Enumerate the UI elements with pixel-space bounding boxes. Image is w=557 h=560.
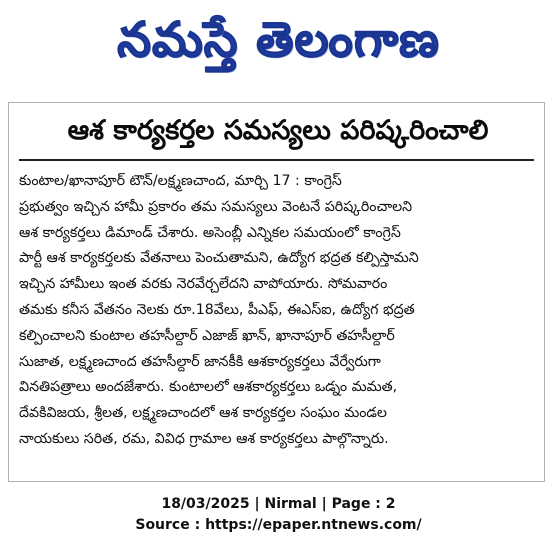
article-line: ఆశ కార్యకర్తలు డిమాండ్ చేశారు. అసెంబ్లీ ఎన్నికల సమయంలో కాంగ్రెస్ [19,224,401,241]
clipping-footer [0,494,557,536]
article-line: నాయకులు సరిత, రమ, వివిధ గ్రామాల ఆశ కార్యకర్తలు పాల్గొన్నారు. [19,430,389,447]
article-line: సుజాత, లక్ష్మణచాంద తహసీల్దార్ జానకీకి ఆశకార్యకర్తలు వేర్వేరుగా [19,353,381,370]
article-line: తమకు కనీస వేతనం నెలకు రూ.18వేలు, పీఎఫ్, ఈఎస్ఐ, ఉద్యోగ భద్రత [19,301,415,318]
newspaper-logo-title: నమస్తే తెలంగాణ [117,12,440,68]
newspaper-masthead [0,0,557,92]
article-line: కల్పించాలని కుంటాల తహసీల్దార్ ఎజాజ్ ఖాన్, ఖానాపూర్ తహసీల్దార్ [19,327,395,344]
article-line: కుంటాల/ఖానాపూర్ టౌన్/లక్ష్మణచాంద, మార్చి 17 : కాంగ్రెస్ [19,173,342,189]
article-line: పార్టీ ఆశ కార్యకర్తలకు వేతనాలు పెంచుతామని, ఉద్యోగ భద్రత కల్పిస్తామని [19,250,419,267]
publication-meta: 18/03/2025 | Nirmal | Page : 2 [161,496,396,512]
headline-divider [19,159,534,161]
article-line: ఇచ్చిన హామీలు ఇంత వరకు నెరవేర్చలేదని వాపోయారు. సోమవారం [19,276,388,293]
article-line: వినతిపత్రాలు అందజేశారు. కుంటాలలో ఆశకార్యకర్తలు ఒడ్నం మమత, [19,379,398,396]
article-headline: ఆశ కార్యకర్తల సమస్యలు పరిష్కరించాలి [67,115,489,146]
news-clipping [8,102,545,482]
article-line: ప్రభుత్వం ఇచ్చిన హామీ ప్రకారం తమ సమస్యలు వెంటనే పరిష్కరించాలని [19,198,413,215]
article-line: దేవకివిజయ, శ్రీలత, లక్ష్మణచాందలో ఆశ కార్యకర్తల సంఘం మండల [19,405,387,422]
source-link[interactable]: Source : https://epaper.ntnews.com/ [135,517,422,533]
article-body [19,169,534,453]
